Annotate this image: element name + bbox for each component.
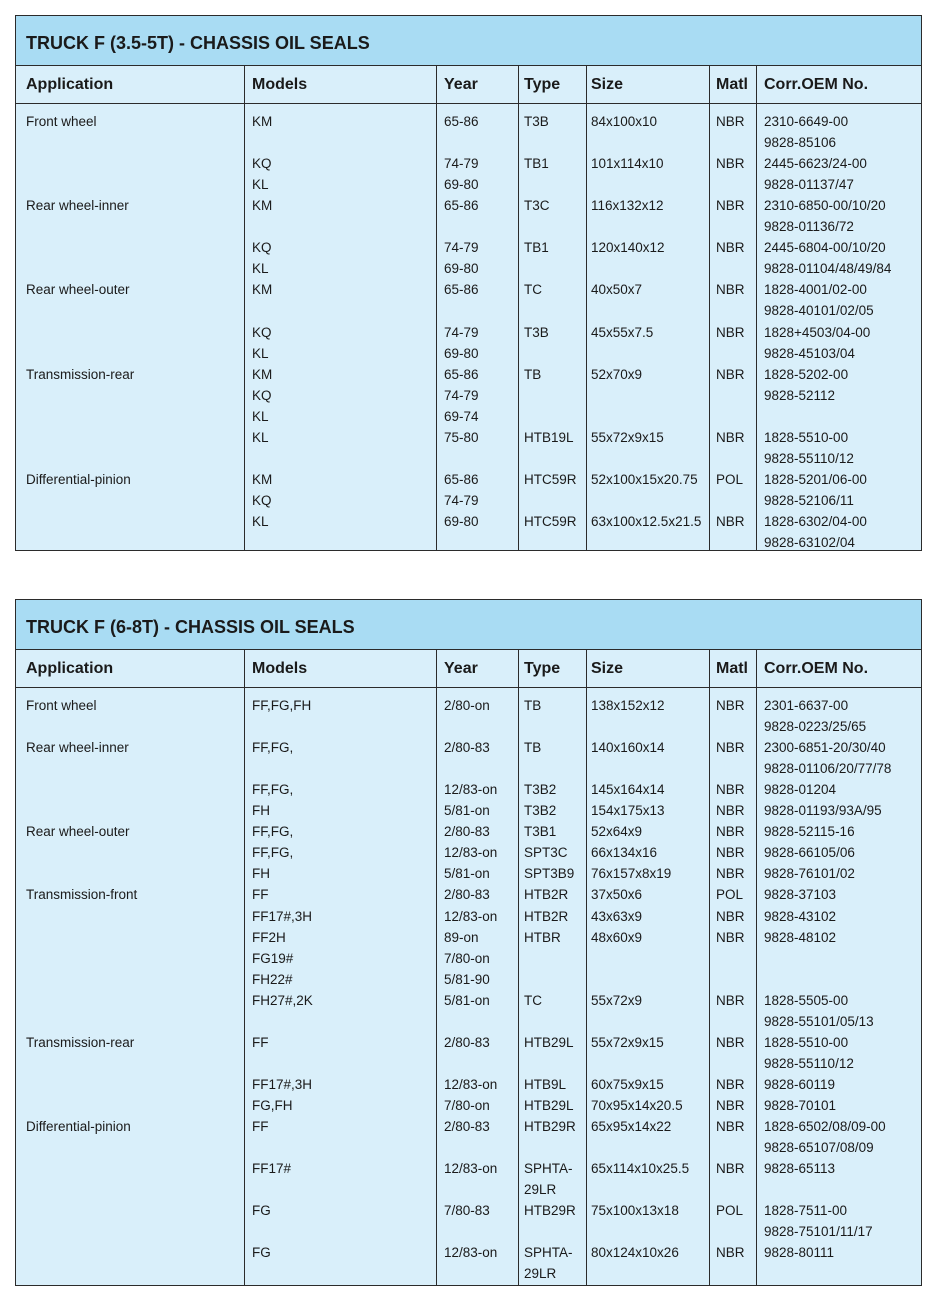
cell-size: 138x152x12 [591,698,665,713]
cell-size: 37x50x6 [591,887,643,903]
cell-models: FG [252,1203,271,1219]
cell-type: SPHTA- [524,1161,573,1177]
cell-models: FH [252,803,270,819]
cell-application: Differential-pinion [26,471,131,487]
cell-models: KQ [252,324,272,340]
cell-application: Differential-pinion [26,1119,131,1134]
header-year: Year [444,76,478,93]
table-header-row [16,66,921,104]
cell-year: 65-86 [444,471,479,487]
cell-oem-number: 2300-6851-20/30/40 [764,740,886,756]
cell-material: NBR [716,845,745,861]
cell-year: 5/81-on [444,992,490,1008]
cell-material: NBR [716,992,745,1008]
cell-year: 65-86 [444,114,479,129]
cell-models: FF,FG,FH [252,698,312,713]
cell-year: 65-86 [444,282,479,298]
cell-oem-number: 9828-75101/11/17 [764,1224,873,1240]
cell-year: 2/80-83 [444,740,490,756]
cell-year: 69-74 [444,408,479,424]
cell-size: 140x160x14 [591,740,665,756]
cell-type: SPT3C [524,845,568,861]
cell-application: Rear wheel-inner [26,740,129,756]
cell-year: 12/83-on [444,1076,498,1092]
cell-models: KM [252,282,273,298]
cell-application: Transmission-rear [26,1034,135,1050]
cell-oem-number: 9828-80111 [764,1245,835,1261]
cell-oem-number: 2445-6804-00/10/20 [764,240,886,256]
cell-material: NBR [716,324,745,340]
column-divider [756,66,757,550]
cell-year: 2/80-83 [444,824,490,840]
cell-year: 69-80 [444,345,479,361]
cell-material: NBR [716,114,745,129]
cell-material: POL [716,471,744,487]
cell-size: 84x100x10 [591,114,658,129]
cell-type: T3B1 [524,824,557,840]
cell-oem-number: 1828-4001/02-00 [764,282,867,298]
cell-material: NBR [716,1097,745,1113]
cell-models: FF [252,887,269,903]
cell-type: TB [524,366,542,382]
cell-oem-number: 2310-6649-00 [764,114,849,129]
cell-year: 5/81-on [444,866,490,882]
cell-oem-number: 9828-52112 [764,387,836,403]
cell-type: HTB2R [524,908,569,924]
cell-application: Transmission-rear [26,366,135,382]
column-divider [518,66,519,550]
header-size: Size [591,660,624,677]
cell-type: HTB29R [524,1203,576,1219]
cell-models: FH22# [252,971,293,987]
cell-models: FH [252,866,270,882]
oil-seal-table-6-8t [15,599,922,1286]
cell-year: 65-86 [444,198,479,214]
cell-material: NBR [716,156,745,172]
cell-type: HTC59R [524,513,577,529]
header-models: Models [252,76,308,93]
cell-models: FG [252,1245,271,1261]
cell-material: NBR [716,866,745,882]
cell-year: 74-79 [444,324,479,340]
cell-oem-number: 1828-5201/06-00 [764,471,867,487]
cell-oem-number: 9828-37103 [764,887,837,903]
cell-material: NBR [716,198,745,214]
cell-year: 7/80-on [444,950,490,966]
cell-oem-number: 9828-40101/02/05 [764,303,874,319]
column-divider [244,650,245,1285]
cell-application: Rear wheel-outer [26,282,130,298]
header-type: Type [524,76,561,93]
cell-size: 116x132x12 [591,198,664,214]
column-divider [756,650,757,1285]
cell-oem-number: 9828-65113 [764,1161,836,1177]
cell-material: NBR [716,282,745,298]
cell-size: 120x140x12 [591,240,665,256]
column-divider [436,66,437,550]
cell-oem-number: 1828-6302/04-00 [764,513,867,529]
cell-size: 52x64x9 [591,824,643,840]
cell-year: 5/81-on [444,803,490,819]
cell-models: FF,FG, [252,740,294,756]
cell-application: Front wheel [26,114,97,129]
cell-models: FF,FG, [252,824,294,840]
column-divider [518,650,519,1285]
cell-application: Transmission-front [26,887,138,903]
cell-year: 69-80 [444,177,479,193]
cell-application: Front wheel [26,698,97,713]
cell-oem-number: 1828-6502/08/09-00 [764,1119,886,1134]
header-oem-number: Corr.OEM No. [764,660,869,677]
cell-material: NBR [716,929,745,945]
cell-type: TB [524,740,542,756]
cell-size: 48x60x9 [591,929,643,945]
cell-type: SPHTA- [524,1245,573,1261]
cell-oem-number: 1828-5510-00 [764,429,849,445]
cell-size: 154x175x13 [591,803,665,819]
cell-material: NBR [716,908,745,924]
cell-year: 12/83-on [444,908,498,924]
cell-oem-number: 9828-45103/04 [764,345,855,361]
column-divider [244,66,245,550]
header-material: Matl [716,660,748,677]
cell-oem-number: 9828-55101/05/13 [764,1013,874,1029]
cell-oem-number: 9828-76101/02 [764,866,855,882]
cell-material: NBR [716,1119,745,1134]
cell-year: 12/83-on [444,845,498,861]
cell-oem-number: 1828-7511-00 [764,1203,848,1219]
oil-seal-table-3-5t [15,15,922,551]
cell-size: 52x100x15x20.75 [591,471,698,487]
cell-models: KM [252,471,273,487]
cell-material: NBR [716,429,745,445]
cell-year: 65-86 [444,366,479,382]
column-divider [709,66,710,550]
cell-type: T3B2 [524,782,557,798]
cell-oem-number: 1828-5505-00 [764,992,849,1008]
cell-oem-number: 9828-55110/12 [764,1055,854,1071]
cell-oem-number: 9828-01104/48/49/84 [764,261,892,277]
cell-size: 80x124x10x26 [591,1245,679,1261]
cell-size: 55x72x9 [591,992,643,1008]
table-header-row [16,650,921,688]
cell-material: NBR [716,824,745,840]
cell-type: T3B [524,114,549,129]
cell-models: KQ [252,492,272,508]
cell-material: POL [716,887,744,903]
cell-year: 89-on [444,929,479,945]
cell-application: Rear wheel-inner [26,198,129,214]
cell-type: HTB29L [524,1034,574,1050]
cell-type: HTBR [524,929,561,945]
cell-type: TC [524,282,542,298]
cell-models: KL [252,408,269,424]
cell-type: T3B2 [524,803,557,819]
cell-size: 65x114x10x25.5 [591,1161,690,1177]
cell-size: 52x70x9 [591,366,643,382]
cell-models: FG19# [252,950,294,966]
cell-type: SPT3B9 [524,866,575,882]
cell-size: 70x95x14x20.5 [591,1097,683,1113]
header-application: Application [26,76,114,93]
cell-oem-number: 1828-5202-00 [764,366,849,382]
cell-application: Rear wheel-outer [26,824,130,840]
cell-year: 12/83-on [444,782,498,798]
cell-models: KM [252,198,273,214]
header-size: Size [591,76,624,93]
cell-size: 75x100x13x18 [591,1203,679,1219]
cell-models: KQ [252,387,272,403]
cell-oem-number: 9828-55110/12 [764,450,854,466]
cell-material: NBR [716,803,745,819]
cell-year: 75-80 [444,429,479,445]
cell-size: 101x114x10 [591,156,664,172]
cell-material: NBR [716,1161,745,1177]
cell-type: HTB29L [524,1097,574,1113]
cell-material: NBR [716,366,745,382]
header-material: Matl [716,76,748,93]
cell-oem-number: 1828-5510-00 [764,1034,849,1050]
cell-size: 76x157x8x19 [591,866,672,882]
cell-size: 66x134x16 [591,845,658,861]
cell-type: 29LR [524,1182,557,1198]
cell-size: 55x72x9x15 [591,429,664,445]
cell-oem-number: 9828-70101 [764,1097,837,1113]
cell-type: 29LR [524,1266,557,1282]
cell-models: FF17# [252,1161,292,1177]
cell-year: 69-80 [444,513,479,529]
cell-year: 5/81-90 [444,971,490,987]
column-divider [709,650,710,1285]
cell-year: 74-79 [444,240,479,256]
cell-models: FF,FG, [252,845,294,861]
cell-type: TB [524,698,542,713]
cell-oem-number: 9828-43102 [764,908,837,924]
cell-size: 145x164x14 [591,782,665,798]
cell-oem-number: 9828-01204 [764,782,837,798]
cell-oem-number: 9828-52115-16 [764,824,855,840]
cell-type: TC [524,992,542,1008]
cell-type: TB1 [524,240,549,256]
cell-models: KQ [252,156,272,172]
cell-material: NBR [716,513,745,529]
cell-models: FF [252,1119,269,1134]
cell-oem-number: 9828-63102/04 [764,535,855,550]
cell-oem-number: 9828-01193/93A/95 [764,803,882,819]
cell-oem-number: 9828-60119 [764,1076,836,1092]
cell-material: NBR [716,740,745,756]
cell-oem-number: 9828-01137/47 [764,177,854,193]
cell-year: 2/80-on [444,698,490,713]
cell-year: 74-79 [444,156,479,172]
cell-size: 63x100x12.5x21.5 [591,513,702,529]
cell-models: KL [252,177,269,193]
cell-oem-number: 9828-65107/08/09 [764,1140,874,1156]
cell-models: KL [252,345,269,361]
cell-material: NBR [716,698,745,713]
cell-oem-number: 9828-48102 [764,929,837,945]
cell-oem-number: 2445-6623/24-00 [764,156,867,172]
cell-models: KQ [252,240,272,256]
cell-size: 43x63x9 [591,908,643,924]
cell-year: 12/83-on [444,1161,498,1177]
header-application: Application [26,660,114,677]
cell-year: 12/83-on [444,1245,498,1261]
cell-size: 55x72x9x15 [591,1034,664,1050]
cell-oem-number: 1828+4503/04-00 [764,324,871,340]
cell-size: 60x75x9x15 [591,1076,664,1092]
cell-models: FF17#,3H [252,1076,313,1092]
cell-models: KM [252,366,273,382]
header-oem-number: Corr.OEM No. [764,76,869,93]
cell-type: HTB29R [524,1119,576,1134]
cell-size: 40x50x7 [591,282,643,298]
cell-models: FF2H [252,929,286,945]
cell-models: FH27#,2K [252,992,313,1008]
cell-year: 2/80-83 [444,887,490,903]
cell-type: T3B [524,324,549,340]
cell-models: FF17#,3H [252,908,313,924]
cell-year: 2/80-83 [444,1119,490,1134]
cell-year: 69-80 [444,261,479,277]
cell-year: 74-79 [444,492,479,508]
cell-material: NBR [716,782,745,798]
cell-material: NBR [716,1034,745,1050]
cell-type: T3C [524,198,550,214]
table-title: TRUCK F (6-8T) - CHASSIS OIL SEALS [16,600,921,650]
table-title: TRUCK F (3.5-5T) - CHASSIS OIL SEALS [16,16,921,66]
cell-models: KL [252,513,269,529]
cell-year: 74-79 [444,387,479,403]
cell-models: FF,FG, [252,782,294,798]
cell-year: 2/80-83 [444,1034,490,1050]
cell-year: 7/80-83 [444,1203,490,1219]
cell-oem-number: 2301-6637-00 [764,698,849,713]
cell-type: HTC59R [524,471,577,487]
cell-oem-number: 2310-6850-00/10/20 [764,198,886,214]
cell-material: NBR [716,1076,745,1092]
header-models: Models [252,660,308,677]
cell-models: FF [252,1034,269,1050]
cell-material: NBR [716,1245,745,1261]
cell-year: 7/80-on [444,1097,490,1113]
header-type: Type [524,660,561,677]
cell-type: TB1 [524,156,549,172]
cell-oem-number: 9828-52106/11 [764,492,854,508]
cell-models: KL [252,429,269,445]
cell-size: 65x95x14x22 [591,1119,672,1134]
cell-type: HTB2R [524,887,569,903]
cell-oem-number: 9828-01136/72 [764,219,854,235]
cell-oem-number: 9828-0223/25/65 [764,719,867,735]
cell-type: HTB19L [524,429,574,445]
cell-material: NBR [716,240,745,256]
column-divider [586,66,587,550]
cell-models: KM [252,114,273,129]
cell-oem-number: 9828-01106/20/77/78 [764,761,892,777]
cell-material: POL [716,1203,744,1219]
cell-oem-number: 9828-85106 [764,135,837,151]
header-year: Year [444,660,478,677]
column-divider [436,650,437,1285]
cell-type: HTB9L [524,1076,567,1092]
cell-models: KL [252,261,269,277]
cell-models: FG,FH [252,1097,293,1113]
cell-size: 45x55x7.5 [591,324,654,340]
cell-oem-number: 9828-66105/06 [764,845,855,861]
column-divider [586,650,587,1285]
